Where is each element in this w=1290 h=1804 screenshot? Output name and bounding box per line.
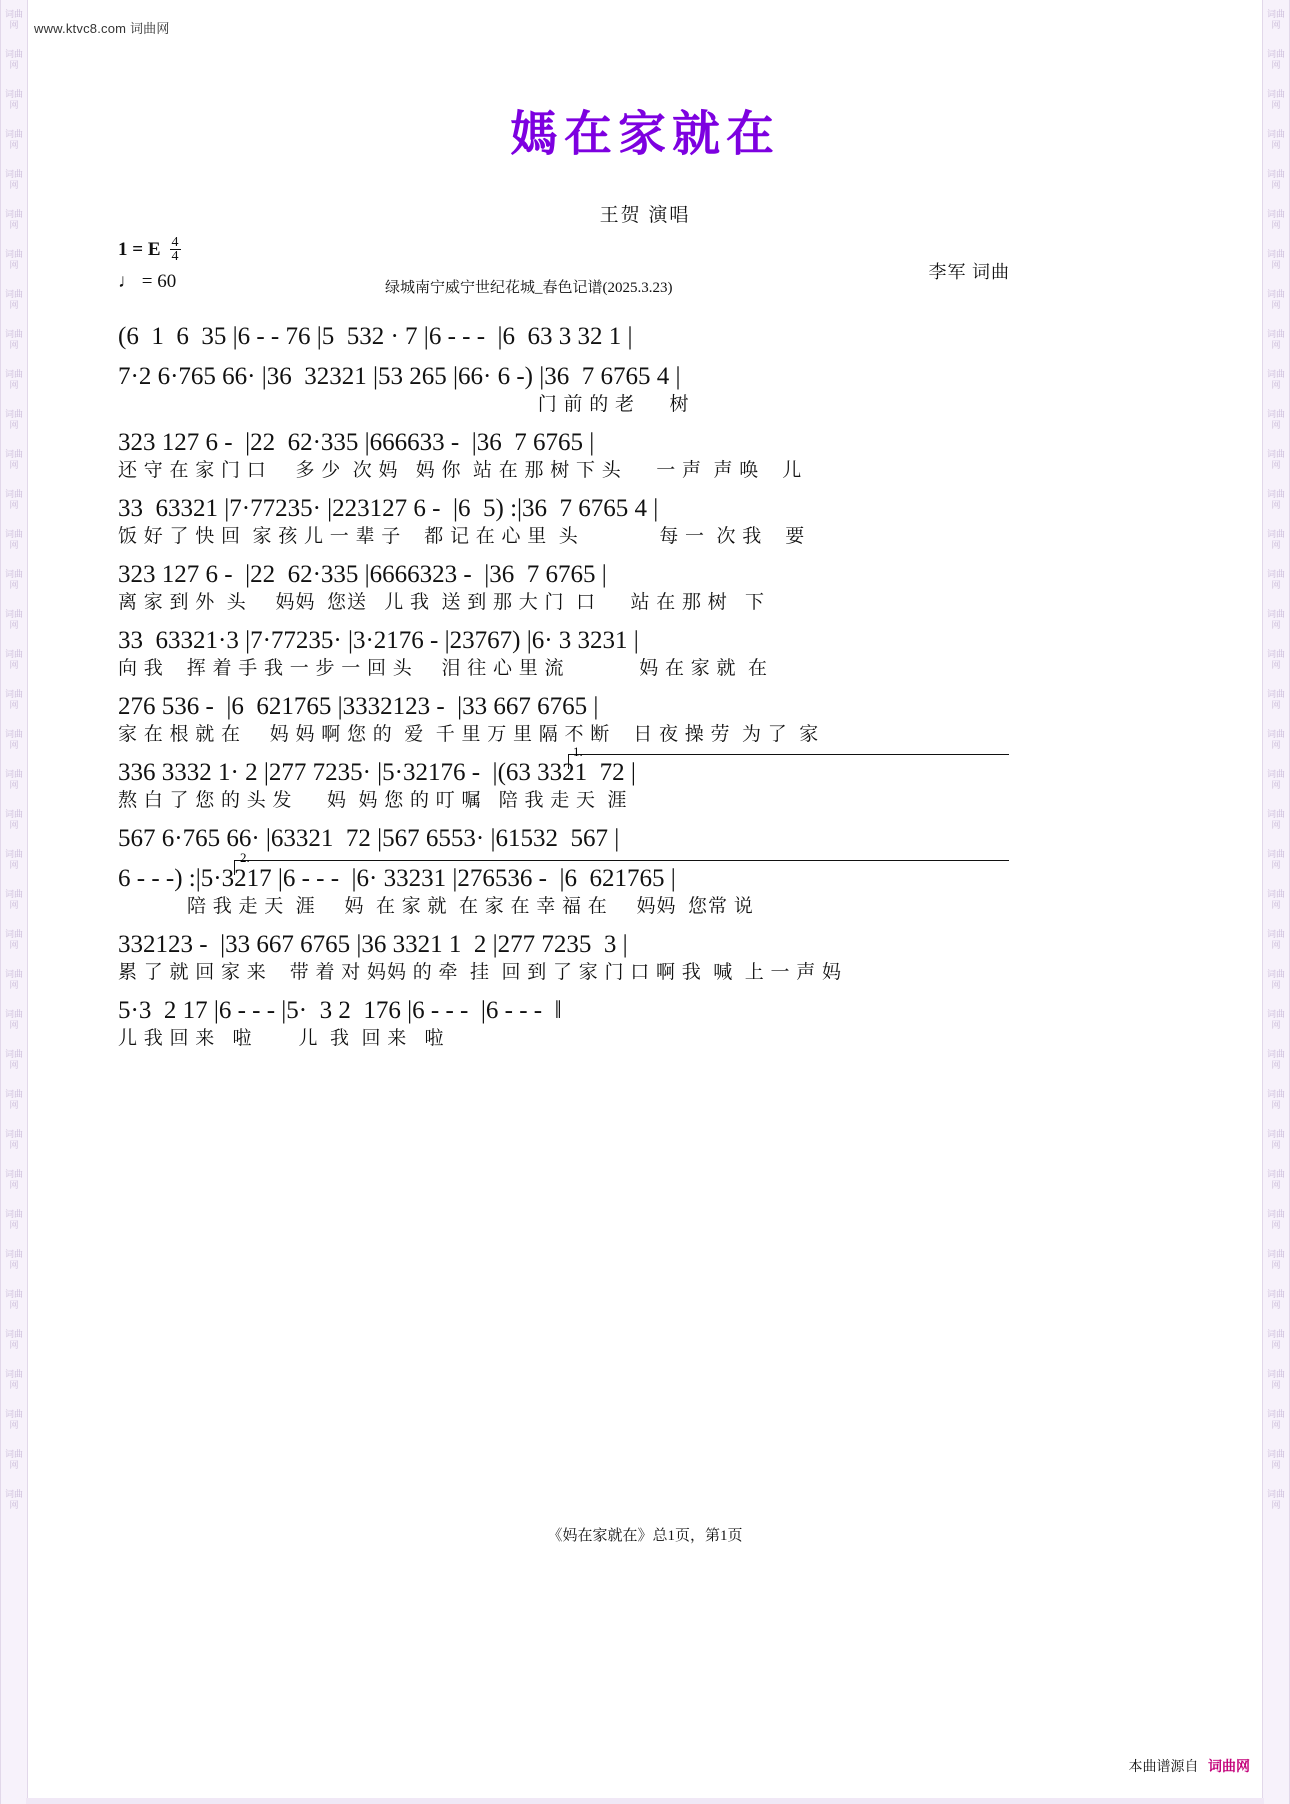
score-system xyxy=(118,692,1008,748)
watermark-text: 词曲网 xyxy=(4,1249,23,1270)
watermark-text: 词曲网 xyxy=(4,609,23,630)
notation-line: 7·2 6·765 66· |36 32321 |53 265 |66· 6 -) |36 7 6765 4 | xyxy=(118,363,681,390)
watermark-text: 词曲网 xyxy=(1266,1449,1285,1470)
score-system xyxy=(118,428,1008,484)
score-system xyxy=(118,996,1008,1052)
footer-source-label: 本曲谱源自 xyxy=(1128,1760,1199,1775)
watermark-text: 词曲网 xyxy=(1266,49,1285,70)
notation-line: 6 - - -) :|5·3217 |6 - - - |6· 33231 |276536 - |6 621765 | xyxy=(118,865,676,892)
volta-second: 2. xyxy=(240,850,250,865)
composer-credit: 李军 词曲 xyxy=(928,262,1010,282)
watermark-text: 词曲网 xyxy=(4,129,23,150)
notation-line: 336 3332 1· 2 |277 7235· |5·32176 - |(63 3321 72 | xyxy=(118,759,636,786)
watermark-text: 词曲网 xyxy=(4,369,23,390)
time-signature-denominator: 4 xyxy=(171,249,179,264)
score-system xyxy=(118,626,1008,682)
lyrics-line: 儿 我 回 来 啦 儿 我 回 来 啦 xyxy=(118,1028,445,1049)
watermark-text: 词曲网 xyxy=(4,89,23,110)
key-tempo-block xyxy=(118,236,181,293)
watermark-text: 词曲网 xyxy=(1266,209,1285,230)
watermark-text: 词曲网 xyxy=(1266,369,1285,390)
watermark-text: 词曲网 xyxy=(1266,969,1285,990)
volta-first: 1. xyxy=(573,744,583,759)
score-system xyxy=(118,322,1008,352)
watermark-text: 词曲网 xyxy=(4,729,23,750)
watermark-text: 词曲网 xyxy=(4,969,23,990)
watermark-text: 词曲网 xyxy=(4,449,23,470)
watermark-text: 词曲网 xyxy=(1266,89,1285,110)
notation-line: 5·3 2 17 |6 - - - |5· 3 2 176 |6 - - - |6 - - - ‖ xyxy=(118,997,562,1024)
watermark-text: 词曲网 xyxy=(1266,1089,1285,1110)
watermark-text: 词曲网 xyxy=(4,1489,23,1510)
watermark-text: 词曲网 xyxy=(4,1049,23,1070)
page-title: 媽在家就在 xyxy=(509,108,780,161)
watermark-text: 词曲网 xyxy=(4,49,23,70)
lyrics-line: 门 前 的 老 树 xyxy=(118,394,690,415)
lyrics-line: 向 我 挥 着 手 我 一 步 一 回 头 泪 往 心 里 流 妈 在 家 就 在 xyxy=(118,658,769,679)
watermark-text: 词曲网 xyxy=(4,649,23,670)
score-system xyxy=(118,362,1008,418)
watermark-text: 词曲网 xyxy=(1266,249,1285,270)
watermark-text: 词曲网 xyxy=(1266,1409,1285,1430)
lyrics-line: 累 了 就 回 家 来 带 着 对 妈妈 的 牵 挂 回 到 了 家 门 口 啊 我 喊 上 一 声 妈 xyxy=(118,962,843,983)
watermark-text: 词曲网 xyxy=(1266,9,1285,30)
time-signature-numerator: 4 xyxy=(171,235,179,250)
watermark-text: 词曲网 xyxy=(4,1129,23,1150)
notation-line: (6 1 6 35 |6 - - 76 |5 532 · 7 |6 - - - |6 63 3 32 1 | xyxy=(118,323,633,350)
watermark-text: 词曲网 xyxy=(1266,289,1285,310)
lyrics-line: 离 家 到 外 头 妈妈 您送 儿 我 送 到 那 大 门 口 站 在 那 树 下 xyxy=(118,592,766,613)
footer-page-info: 《妈在家就在》总1页，第1页 xyxy=(547,1528,743,1544)
notation-line: 332123 - |33 667 6765 |36 3321 1 2 |277 7235 3 | xyxy=(118,931,628,958)
watermark-text: 词曲网 xyxy=(1266,929,1285,950)
notation-line: 33 63321·3 |7·77235· |3·2176 - |23767) |6· 3 3231 | xyxy=(118,627,639,654)
time-signature xyxy=(170,236,181,263)
notation-line: 276 536 - |6 621765 |3332123 - |33 667 6765 | xyxy=(118,693,599,720)
watermark-text: 词曲网 xyxy=(4,409,23,430)
watermark-text: 词曲网 xyxy=(1266,1129,1285,1150)
notation-line: 323 127 6 - |22 62·335 |666633 - |36 7 6765 | xyxy=(118,429,595,456)
notation-line: 323 127 6 - |22 62·335 |6666323 - |36 7 6765 | xyxy=(118,561,607,588)
watermark-text: 词曲网 xyxy=(4,1329,23,1350)
watermark-text: 词曲网 xyxy=(1266,129,1285,150)
watermark-text: 词曲网 xyxy=(1266,1169,1285,1190)
volta-bracket-second xyxy=(234,860,1009,875)
watermark-text: 词曲网 xyxy=(1266,1049,1285,1070)
singer-credit: 王贺 演唱 xyxy=(599,205,691,226)
watermark-text: 词曲网 xyxy=(1266,849,1285,870)
watermark-text: 词曲网 xyxy=(1266,169,1285,190)
watermark-text: 词曲网 xyxy=(4,249,23,270)
watermark-text: 词曲网 xyxy=(4,889,23,910)
lyrics-line: 家 在 根 就 在 妈 妈 啊 您 的 爱 千 里 万 里 隔 不 断 日 夜 操 劳 为 了 家 xyxy=(118,724,820,745)
score-system xyxy=(118,824,1008,854)
watermark-text: 词曲网 xyxy=(4,569,23,590)
tempo-value: = 60 xyxy=(141,271,177,292)
watermark-text: 词曲网 xyxy=(1266,1289,1285,1310)
score-body xyxy=(118,322,1008,1062)
watermark-text: 词曲网 xyxy=(4,1009,23,1030)
transcription-note: 绿城南宁威宁世纪花城_春色记谱(2025.3.23) xyxy=(385,280,673,296)
watermark-text: 词曲网 xyxy=(4,929,23,950)
tempo-marking xyxy=(118,271,181,293)
lyrics-line: 饭 好 了 快 回 家 孩 儿 一 辈 子 都 记 在 心 里 头 每 一 次 我 要 xyxy=(118,526,806,547)
watermark-text: 词曲网 xyxy=(4,1409,23,1430)
watermark-text: 词曲网 xyxy=(1266,769,1285,790)
watermark-text: 词曲网 xyxy=(1266,489,1285,510)
watermark-text: 词曲网 xyxy=(4,849,23,870)
watermark-text: 词曲网 xyxy=(4,1449,23,1470)
score-system xyxy=(118,850,1008,920)
watermark-text: 词曲网 xyxy=(1266,609,1285,630)
watermark-text: 词曲网 xyxy=(4,489,23,510)
watermark-text: 词曲网 xyxy=(1266,1209,1285,1230)
watermark-text: 词曲网 xyxy=(1266,689,1285,710)
watermark-text: 词曲网 xyxy=(4,289,23,310)
watermark-text: 词曲网 xyxy=(1266,729,1285,750)
watermark-text: 词曲网 xyxy=(1266,409,1285,430)
lyrics-line: 陪 我 走 天 涯 妈 在 家 就 在 家 在 幸 福 在 妈妈 您常 说 xyxy=(118,896,754,917)
watermark-text: 词曲网 xyxy=(1266,569,1285,590)
notation-line: 567 6·765 66· |63321 72 |567 6553· |61532 567 | xyxy=(118,825,620,852)
watermark-text: 词曲网 xyxy=(4,1089,23,1110)
footer-source xyxy=(1129,1756,1251,1776)
watermark-text: 词曲网 xyxy=(1266,1369,1285,1390)
score-system xyxy=(118,744,1008,814)
watermark-text: 词曲网 xyxy=(1266,649,1285,670)
watermark-text: 词曲网 xyxy=(4,1169,23,1190)
watermark-text: 词曲网 xyxy=(1266,529,1285,550)
watermark-text: 词曲网 xyxy=(4,169,23,190)
watermark-text: 词曲网 xyxy=(1266,449,1285,470)
watermark-text: 词曲网 xyxy=(4,1289,23,1310)
score-system xyxy=(118,930,1008,986)
watermark-text: 词曲网 xyxy=(4,529,23,550)
watermark-text: 词曲网 xyxy=(4,209,23,230)
watermark-text: 词曲网 xyxy=(1266,889,1285,910)
watermark-text: 词曲网 xyxy=(4,809,23,830)
notation-line: 33 63321 |7·77235· |223127 6 - |6 5) :|36 7 6765 4 | xyxy=(118,495,659,522)
lyrics-line: 还 守 在 家 门 口 多 少 次 妈 妈 你 站 在 那 树 下 头 一 声 声 唤 儿 xyxy=(118,460,803,481)
watermark-text: 词曲网 xyxy=(4,689,23,710)
volta-bracket-first xyxy=(568,754,1009,769)
watermark-text: 词曲网 xyxy=(1266,1329,1285,1350)
key-signature: 1 = E xyxy=(118,238,161,260)
watermark-text: 词曲网 xyxy=(4,1209,23,1230)
bottom-divider xyxy=(26,1798,1264,1804)
score-system xyxy=(118,560,1008,616)
quarter-note-icon: ♩ xyxy=(118,271,137,292)
footer-source-brand: 词曲网 xyxy=(1208,1760,1250,1775)
watermark-text: 词曲网 xyxy=(4,329,23,350)
watermark-text: 词曲网 xyxy=(1266,1249,1285,1270)
score-system xyxy=(118,494,1008,550)
watermark-text: 词曲网 xyxy=(4,769,23,790)
watermark-text: 词曲网 xyxy=(1266,1009,1285,1030)
watermark-text: 词曲网 xyxy=(4,9,23,30)
watermark-text: 词曲网 xyxy=(1266,329,1285,350)
lyrics-line: 熬 白 了 您 的 头 发 妈 妈 您 的 叮 嘱 陪 我 走 天 涯 xyxy=(118,790,628,811)
watermark-text: 词曲网 xyxy=(4,1369,23,1390)
watermark-text: 词曲网 xyxy=(1266,1489,1285,1510)
watermark-text: 词曲网 xyxy=(1266,809,1285,830)
site-url: www.ktvc8.com 词曲网 xyxy=(34,21,170,36)
